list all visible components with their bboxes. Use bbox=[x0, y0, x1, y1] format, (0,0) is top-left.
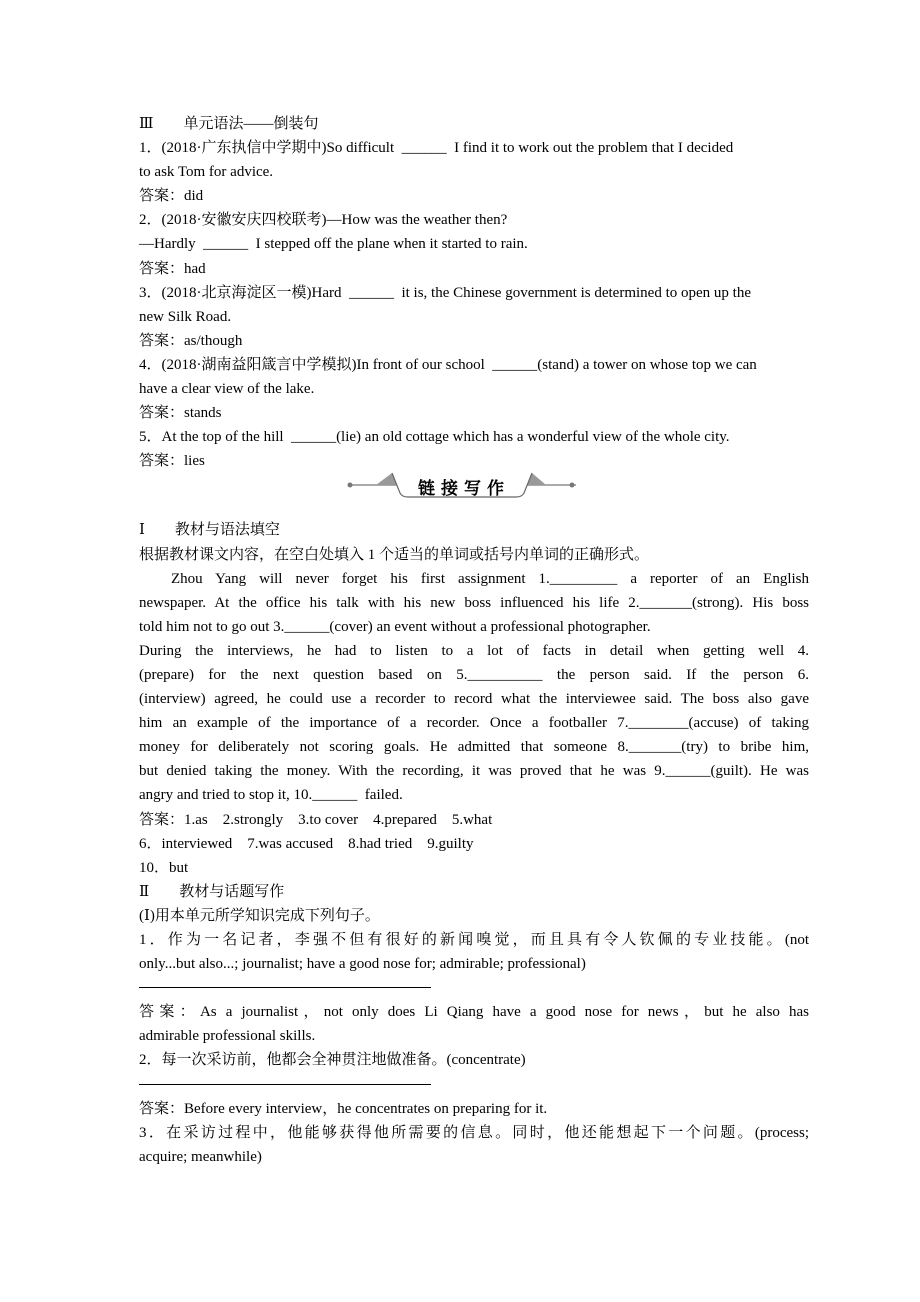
question-text: 4．(2018·湖南益阳箴言中学模拟)In front of our school ______(stand) a tower on whose top we can bbox=[139, 356, 757, 373]
question-text: 1．作为一名记者，李强不但有很好的新闻嗅觉，而且具有令人钦佩的专业技能。(not bbox=[139, 932, 809, 948]
passage-line: During the interviews, he had to listen to a lot of facts in detail when getting well 4. bbox=[139, 642, 809, 659]
section-banner bbox=[139, 467, 809, 515]
passage-line: him an example of the importance of a recorder. Once a footballer 7.________(accuse) of taking bbox=[139, 715, 809, 732]
question-text: 3．(2018·北京海淀区一模)Hard ______ it is, the Chinese government is determined to open up the bbox=[139, 284, 751, 301]
answer-text: 答案：did bbox=[139, 188, 204, 205]
question-text: 2．每一次采访前，他都会全神贯注地做准备。(concentrate) bbox=[139, 1052, 526, 1069]
passage-line: angry and tried to stop it, 10.______ failed. bbox=[139, 787, 403, 804]
answer-text: 答案：stands bbox=[139, 405, 222, 422]
passage-line: Zhou Yang will never forget his first assignment 1._________ a reporter of an English bbox=[171, 570, 809, 587]
question-text: 2．(2018·安徽安庆四校联考)—How was the weather then? bbox=[139, 212, 508, 229]
answer-text: 答案：as/though bbox=[139, 332, 243, 349]
answer-blank-line bbox=[139, 1073, 809, 1097]
passage-line: (interview) agreed, he could use a recorder to record what the interviewee said. The boss also gave bbox=[139, 691, 809, 708]
question-text: new Silk Road. bbox=[139, 308, 232, 325]
passage-line: (prepare) for the next question based on 5.__________ the person said. If the person 6. bbox=[139, 666, 809, 683]
answer-text: 答案：lies bbox=[139, 453, 205, 470]
passage-line: newspaper. At the office his talk with his new boss influenced his life 2._______(strong). His boss bbox=[139, 594, 809, 611]
document-body bbox=[139, 112, 809, 1169]
passage-line: money for deliberately not scoring goals. He admitted that someone 8._______(try) to bribe him, bbox=[139, 739, 809, 756]
section-heading: Ⅱ 教材与话题写作 bbox=[139, 883, 285, 900]
answer-text: 10．but bbox=[139, 859, 189, 876]
question-text: to ask Tom for advice. bbox=[139, 164, 274, 181]
question-text: 3．在采访过程中，他能够获得他所需要的信息。同时，他还能想起下一个问题。(process; bbox=[139, 1124, 809, 1141]
answer-text: 答案：As a journalist，not only does Li Qiang have a good nose for news，but he also has bbox=[139, 1004, 809, 1021]
question-text: have a clear view of the lake. bbox=[139, 381, 315, 398]
question-text: only...but also...; journalist; have a good nose for; admirable; professional) bbox=[139, 956, 586, 973]
answer-text: 答案：Before every interview，he concentrates on preparing for it. bbox=[139, 1100, 548, 1117]
answer-blank-line bbox=[139, 976, 809, 1000]
question-text: 1．(2018·广东执信中学期中)So difficult ______ I find it to work out the problem that I decided bbox=[139, 140, 734, 157]
answer-text: admirable professional skills. bbox=[139, 1028, 316, 1045]
answer-text: 6．interviewed 7.was accused 8.had tried 9.guilty bbox=[139, 835, 474, 852]
question-text: acquire; meanwhile) bbox=[139, 1148, 262, 1165]
question-text: 5．At the top of the hill ______(lie) an old cottage which has a wonderful view of the whole city. bbox=[139, 429, 730, 446]
section-heading: Ⅰ 教材与语法填空 bbox=[139, 522, 280, 539]
question-text: —Hardly ______ I stepped off the plane when it started to rain. bbox=[139, 236, 528, 253]
passage-line: told him not to go out 3.______(cover) an event without a professional photographer. bbox=[139, 618, 651, 635]
instruction-text: 根据教材课文内容，在空白处填入 1 个适当的单词或括号内单词的正确形式。 bbox=[139, 546, 650, 563]
answer-text: 答案：1.as 2.strongly 3.to cover 4.prepared 5.what bbox=[139, 811, 493, 828]
banner-title: 链接写作 bbox=[418, 479, 510, 500]
passage-line: but denied taking the money. With the recording, it was proved that he was 9.______(guilt). He was bbox=[139, 763, 809, 780]
section-heading: Ⅲ 单元语法——倒装句 bbox=[139, 116, 319, 132]
answer-text: 答案：had bbox=[139, 260, 206, 277]
instruction-text: (Ⅰ)用本单元所学知识完成下列句子。 bbox=[139, 907, 380, 924]
